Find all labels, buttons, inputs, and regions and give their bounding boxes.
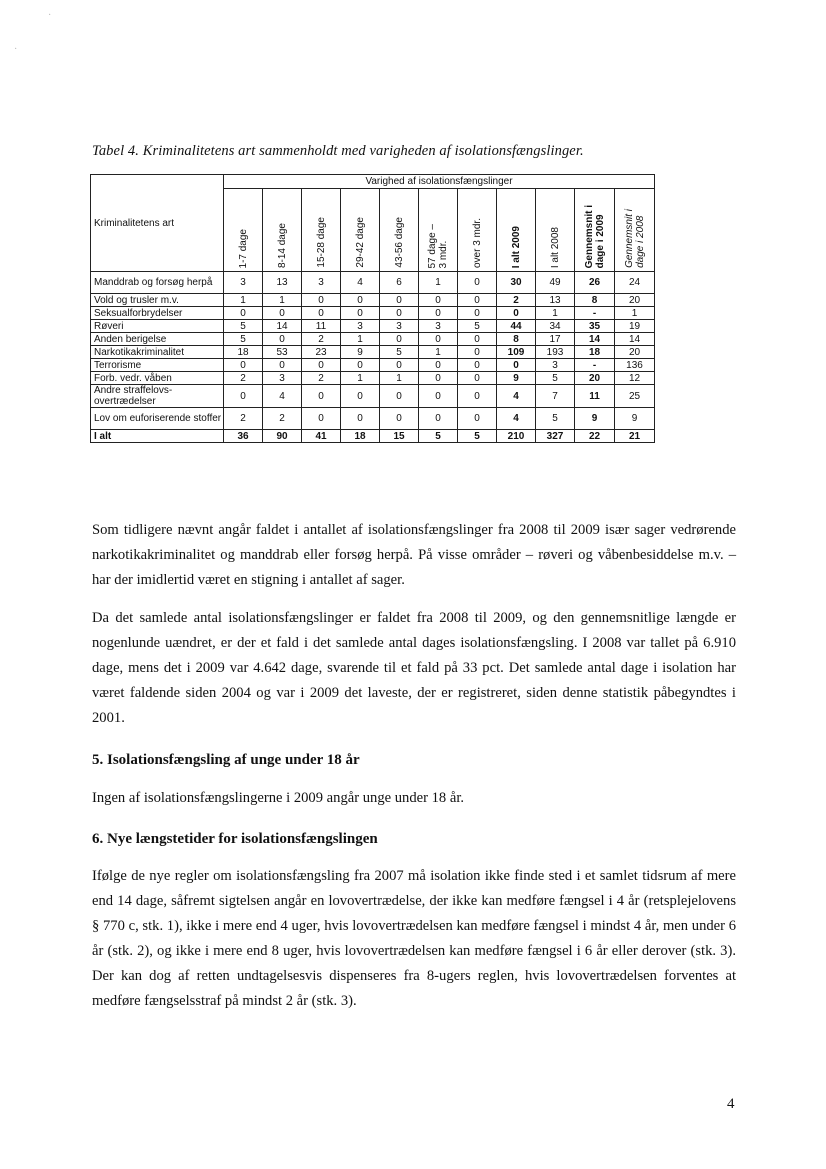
table-row	[91, 408, 655, 430]
column-header-label: Gennemsnit i dage i 2009	[583, 204, 606, 268]
row-label: Forb. vedr. våben	[91, 372, 224, 385]
table-cell: 53	[263, 346, 302, 359]
total-cell: 21	[615, 430, 655, 443]
column-header-label: I alt 2008	[549, 226, 561, 268]
table-cell: 1	[536, 307, 575, 320]
table-cell: 0	[380, 333, 419, 346]
column-header-label: 29-42 dage	[354, 217, 366, 268]
table-cell: 1	[615, 307, 655, 320]
paragraph-1: Som tidligere nævnt angår faldet i antallet af isolationsfængslinger fra 2008 til 2009 især sager vedrørende narkotikakriminalitet og manddrab eller forsøg herpå. På visse områder – røveri og våbenbesiddelse m.v. – har der imidlertid været en stigning i antallet af sager.	[92, 522, 736, 588]
table-cell: 3	[536, 359, 575, 372]
table-cell: 0	[341, 408, 380, 430]
table-cell: 1	[224, 294, 263, 307]
table-cell: 18	[224, 346, 263, 359]
table-row	[91, 359, 655, 372]
table-cell: 24	[615, 272, 655, 294]
table-cell: 18	[575, 346, 615, 359]
table-cell: 17	[536, 333, 575, 346]
table-cell: 2	[224, 408, 263, 430]
paragraph-4: Ifølge de nye regler om isolationsfængsling fra 2007 må isolation ikke finde sted i et samlet tidsrum af mere end 14 dage, såfremt sigtelsen angår en lovovertrædelse, der ikke kan medføre fængsel i 4 år (retsplejelovens § 770 c, stk. 1), ikke i mere end 4 uger, hvis lovovertrædelsen kan medføre fængsel i mindst 4 år, men under 6 år (stk. 2), og ikke i mere end 8 uger, hvis lovovertrædelsen kan medføre fængsel i 6 år eller derover (stk. 3). Der kan dog af retten undtagelsesvis dispenseres fra 8-ugers reglen, hvis lovovertrædelsen forventes at medføre fængselsstraf på mindst 2 år (stk. 3).	[92, 868, 736, 1009]
table-cell: 20	[615, 346, 655, 359]
total-cell: 5	[458, 430, 497, 443]
total-cell: 210	[497, 430, 536, 443]
column-header	[263, 189, 302, 272]
table-cell: 0	[302, 359, 341, 372]
table-cell: 14	[263, 320, 302, 333]
table-cell: 5	[536, 408, 575, 430]
table-cell: -	[575, 307, 615, 320]
table-cell: 2	[302, 372, 341, 385]
table-row	[91, 333, 655, 346]
table-cell: 4	[497, 385, 536, 408]
column-header	[615, 189, 655, 272]
table-cell: 4	[263, 385, 302, 408]
column-header	[380, 189, 419, 272]
table-cell: 3	[380, 320, 419, 333]
table-cell: 5	[536, 372, 575, 385]
column-header-label: over 3 mdr.	[471, 217, 483, 268]
table-cell: 4	[341, 272, 380, 294]
table-row	[91, 294, 655, 307]
column-header-label: 43-56 dage	[393, 217, 405, 268]
table-cell: 0	[380, 307, 419, 320]
table-cell: 0	[341, 359, 380, 372]
table-row	[91, 307, 655, 320]
table-cell: 14	[615, 333, 655, 346]
column-header-label: 8-14 dage	[276, 222, 288, 268]
group-header: Varighed af isolationsfængslinger	[224, 175, 655, 189]
table-cell: 0	[419, 359, 458, 372]
row-label: Andre straffelovs-overtrædelser	[91, 385, 224, 408]
table-row	[91, 372, 655, 385]
table-cell: 0	[458, 359, 497, 372]
table-cell: 4	[497, 408, 536, 430]
table-cell: 0	[419, 372, 458, 385]
table-cell: 0	[419, 333, 458, 346]
table-cell: 3	[224, 272, 263, 294]
table-cell: 1	[341, 333, 380, 346]
row-label: Seksualforbrydelser	[91, 307, 224, 320]
table-cell: 0	[380, 359, 419, 372]
table-cell: 136	[615, 359, 655, 372]
table-cell: 44	[497, 320, 536, 333]
table-row	[91, 320, 655, 333]
table-cell: 3	[419, 320, 458, 333]
table-cell: 2	[302, 333, 341, 346]
table-row	[91, 385, 655, 408]
table-cell: 49	[536, 272, 575, 294]
total-cell: 41	[302, 430, 341, 443]
column-header	[497, 189, 536, 272]
paragraph-2: Da det samlede antal isolationsfængslinger er faldet fra 2008 til 2009, og den gennemsnitlige længde er nogenlunde uændret, er der et fald i det samlede antal dages isolationsfængsling. I 2008 var tallet på 6.910 dage, mens det i 2009 var 4.642 dage, svarende til et fald på 33 pct. Det samlede antal dage i isolation har været faldende siden 2004 og var i 2009 det laveste, der er registreret, siden denne statistik påbegyndtes i 2001.	[92, 610, 736, 726]
table-cell: 0	[341, 294, 380, 307]
table-cell: 2	[263, 408, 302, 430]
table-cell: 3	[302, 272, 341, 294]
total-cell: 22	[575, 430, 615, 443]
table-cell: 0	[224, 359, 263, 372]
table-cell: 0	[419, 385, 458, 408]
total-label: I alt	[91, 430, 224, 443]
paragraph-3: Ingen af isolationsfængslingerne i 2009 angår unge under 18 år.	[92, 790, 465, 806]
total-cell: 36	[224, 430, 263, 443]
table-cell: 0	[341, 385, 380, 408]
table-cell: -	[575, 359, 615, 372]
crime-duration-table	[90, 174, 655, 443]
table-cell: 1	[341, 372, 380, 385]
table-cell: 0	[302, 408, 341, 430]
table-body	[91, 272, 655, 443]
table-cell: 26	[575, 272, 615, 294]
table-cell: 25	[615, 385, 655, 408]
table-cell: 5	[380, 346, 419, 359]
table-cell: 193	[536, 346, 575, 359]
table-cell: 109	[497, 346, 536, 359]
table-cell: 23	[302, 346, 341, 359]
table-cell: 0	[302, 307, 341, 320]
table-cell: 0	[263, 359, 302, 372]
corner-label: Kriminalitetens art	[91, 175, 224, 272]
table-cell: 0	[380, 294, 419, 307]
table-cell: 0	[458, 408, 497, 430]
table-row	[91, 346, 655, 359]
table-cell: 5	[224, 333, 263, 346]
row-label: Narkotikakriminalitet	[91, 346, 224, 359]
table-cell: 9	[615, 408, 655, 430]
scan-speck: ·	[48, 10, 52, 21]
row-label: Vold og trusler m.v.	[91, 294, 224, 307]
row-label: Lov om euforiserende stoffer	[91, 408, 224, 430]
table-cell: 2	[497, 294, 536, 307]
table-caption: Tabel 4. Kriminalitetens art sammenholdt med varigheden af isolationsfængslinger.	[92, 143, 584, 159]
table-cell: 9	[497, 372, 536, 385]
table-cell: 0	[263, 307, 302, 320]
table-cell: 5	[458, 320, 497, 333]
column-header	[575, 189, 615, 272]
table-cell: 0	[458, 307, 497, 320]
table-cell: 0	[458, 372, 497, 385]
column-header	[341, 189, 380, 272]
table-cell: 0	[458, 294, 497, 307]
table-cell: 13	[263, 272, 302, 294]
table-cell: 8	[497, 333, 536, 346]
table-cell: 0	[263, 333, 302, 346]
table-cell: 0	[458, 385, 497, 408]
table-cell: 30	[497, 272, 536, 294]
column-header	[224, 189, 263, 272]
table-cell: 0	[380, 408, 419, 430]
page-number: 4	[727, 1096, 735, 1112]
table-cell: 0	[419, 307, 458, 320]
table-cell: 13	[536, 294, 575, 307]
table-cell: 1	[263, 294, 302, 307]
column-header	[458, 189, 497, 272]
total-cell: 5	[419, 430, 458, 443]
table-cell: 0	[458, 346, 497, 359]
table-cell: 0	[497, 359, 536, 372]
column-header	[302, 189, 341, 272]
table-cell: 5	[224, 320, 263, 333]
table-cell: 1	[419, 272, 458, 294]
column-header-label: Gennemsnit i dage i 2008	[623, 209, 646, 268]
table-cell: 35	[575, 320, 615, 333]
column-header-label: 1-7 dage	[237, 228, 249, 268]
table-row	[91, 272, 655, 294]
table-cell: 1	[380, 372, 419, 385]
column-header-label: I alt 2009	[510, 225, 522, 268]
total-cell: 327	[536, 430, 575, 443]
table-cell: 0	[419, 294, 458, 307]
table-cell: 34	[536, 320, 575, 333]
column-header	[419, 189, 458, 272]
scan-speck: ·	[14, 44, 18, 55]
table-cell: 11	[302, 320, 341, 333]
table-cell: 11	[575, 385, 615, 408]
table-cell: 6	[380, 272, 419, 294]
table-cell: 2	[224, 372, 263, 385]
table-cell: 0	[302, 294, 341, 307]
table-cell: 0	[497, 307, 536, 320]
row-label: Røveri	[91, 320, 224, 333]
table-cell: 0	[458, 333, 497, 346]
table-cell: 0	[224, 307, 263, 320]
table-cell: 20	[615, 294, 655, 307]
table-cell: 0	[341, 307, 380, 320]
table-cell: 12	[615, 372, 655, 385]
column-header-label: 57 dage – 3 mdr.	[427, 223, 449, 268]
total-cell: 15	[380, 430, 419, 443]
section-heading-6: 6. Nye længstetider for isolationsfængslingen	[92, 831, 378, 847]
column-header-label: 15-28 dage	[315, 217, 327, 268]
table-cell: 1	[419, 346, 458, 359]
row-label: Anden berigelse	[91, 333, 224, 346]
total-cell: 90	[263, 430, 302, 443]
row-label: Terrorisme	[91, 359, 224, 372]
table-cell: 0	[458, 272, 497, 294]
total-cell: 18	[341, 430, 380, 443]
table-cell: 8	[575, 294, 615, 307]
column-header	[536, 189, 575, 272]
table-cell: 3	[341, 320, 380, 333]
section-heading-5: 5. Isolationsfængsling af unge under 18 år	[92, 752, 360, 768]
table-cell: 0	[302, 385, 341, 408]
table-cell: 9	[341, 346, 380, 359]
row-label: Manddrab og forsøg herpå	[91, 272, 224, 294]
table-cell: 0	[224, 385, 263, 408]
total-row	[91, 430, 655, 443]
table-cell: 20	[575, 372, 615, 385]
table-cell: 7	[536, 385, 575, 408]
table-cell: 14	[575, 333, 615, 346]
table-cell: 3	[263, 372, 302, 385]
table-cell: 0	[380, 385, 419, 408]
table-cell: 19	[615, 320, 655, 333]
table-cell: 0	[419, 408, 458, 430]
table-cell: 9	[575, 408, 615, 430]
